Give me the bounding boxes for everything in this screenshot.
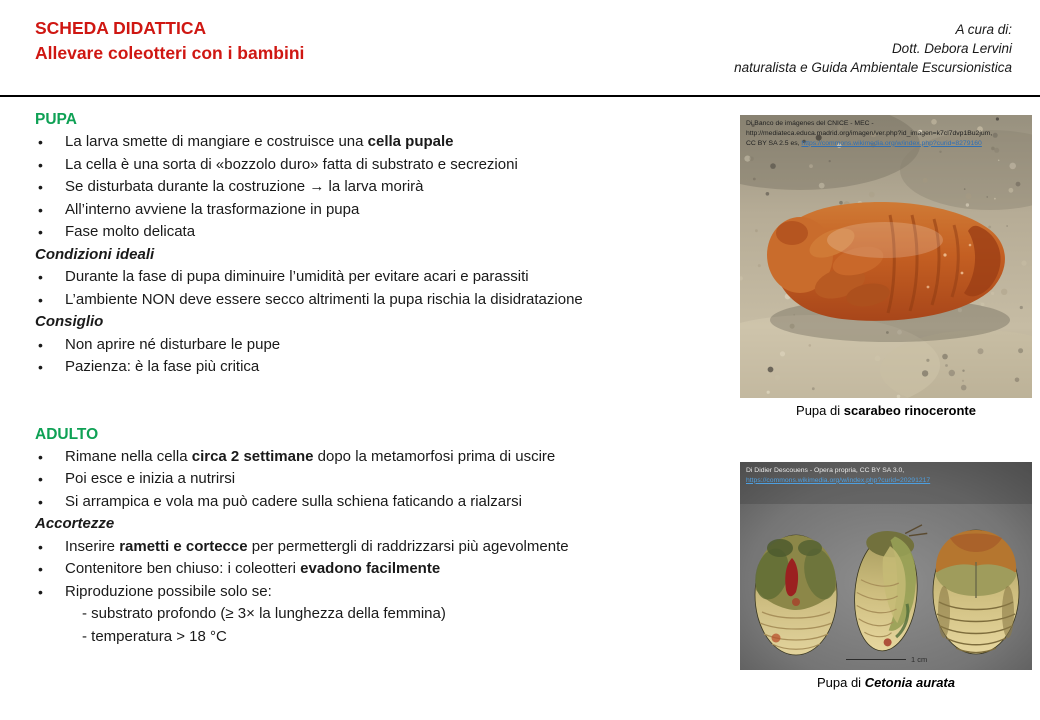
list-item: • Durante la fase di pupa diminuire l’umidità per evitare acari e parassiti bbox=[35, 266, 715, 289]
scale-bar bbox=[846, 655, 927, 664]
author-credits bbox=[734, 20, 1012, 77]
pupa-dorsal bbox=[933, 530, 1019, 654]
sub-condition-temperature: - temperatura > 18 °C bbox=[82, 627, 227, 645]
bullet-text-bold: cella pupale bbox=[367, 133, 454, 150]
pupa-bullet-list bbox=[35, 131, 715, 244]
list-item: • Poi esce e inizia a nutrirsi bbox=[35, 468, 715, 491]
credit-text: http://mediateca.educa.madrid.org/imagen/ver.php?id_imagen=k7cl7dvp1Bu2jum, bbox=[746, 129, 993, 137]
caption-text: Pupa di bbox=[816, 675, 865, 690]
figure-caption-fig2 bbox=[740, 675, 1032, 690]
subheading-accortezze: Accortezze bbox=[35, 515, 115, 532]
bullet-text: La larva smette di mangiare e costruisce una bbox=[65, 133, 368, 150]
consiglio-bullet-list bbox=[35, 334, 715, 379]
bullet-text-bold: rametti e cortecce bbox=[119, 537, 248, 555]
condizioni-bullet-list bbox=[35, 266, 715, 311]
list-item: • Riproduzione possibile solo se: bbox=[35, 581, 715, 604]
title-line-2: Allevare coleotteri con i bambini bbox=[35, 43, 305, 63]
list-item: • Si arrampica e vola ma può cadere sulla schiena faticando a rialzarsi bbox=[35, 491, 715, 514]
credits-line-2: Dott. Debora Lervini bbox=[891, 41, 1012, 56]
title-line-1: SCHEDA DIDATTICA bbox=[35, 18, 207, 38]
credit-text: Di Didier Descouens - Opera propria, CC BY SA 3.0, bbox=[746, 467, 905, 474]
bullet-text: Contenitore ben chiuso: i coleotteri bbox=[65, 560, 301, 577]
section-heading-adulto: ADULTO bbox=[35, 425, 99, 443]
list-item: • Pazienza: è la fase più critica bbox=[35, 356, 715, 379]
list-item bbox=[35, 446, 715, 469]
header-divider bbox=[0, 95, 1040, 97]
subheading-consiglio: Consiglio bbox=[35, 313, 104, 330]
sub-condition-substrate: - substrato profondo (≥ 3× la lunghezza della femmina) bbox=[82, 605, 446, 622]
list-item: • Non aprire né disturbare le pupe bbox=[35, 334, 715, 357]
bullet-text: Rimane nella cella bbox=[65, 447, 192, 465]
caption-species: scarabeo rinoceronte bbox=[843, 403, 976, 418]
list-item: • La cella è una sorta di «bozzolo duro» fatta di substrato e secrezioni bbox=[35, 154, 715, 177]
subheading-condizioni-ideali: Condizioni ideali bbox=[35, 245, 155, 263]
list-item: • Fase molto delicata bbox=[35, 221, 715, 244]
list-item bbox=[35, 536, 715, 559]
cetonia-pupa-image bbox=[740, 462, 1032, 670]
credits-line-1: A cura di: bbox=[955, 22, 1012, 37]
bullet-text-bold: evadono facilmente bbox=[300, 560, 441, 577]
accortezze-bullet-list bbox=[35, 536, 715, 604]
credit-text: CC BY SA 2.5 es, bbox=[746, 139, 802, 147]
rhino-pupa-image bbox=[740, 115, 1032, 398]
list-item bbox=[35, 131, 715, 154]
bullet-text: Inserire bbox=[65, 537, 120, 555]
bullet-text: dopo la metamorfosi prima di uscire bbox=[313, 447, 556, 465]
scale-bar-label: 1 cm bbox=[911, 655, 928, 664]
caption-species: Cetonia aurata bbox=[864, 675, 955, 690]
rhino-pupa-illustration bbox=[740, 115, 1032, 398]
adulto-bullet-list bbox=[35, 446, 715, 514]
credit-text: Di Banco de imágenes del CNICE - MEC - bbox=[746, 120, 874, 127]
caption-text: Pupa di bbox=[796, 403, 844, 418]
scale-bar-line bbox=[846, 659, 906, 660]
figure-cetonia-pupa bbox=[740, 462, 1032, 690]
credits-line-3: naturalista e Guida Ambientale Escursionistica bbox=[734, 60, 1012, 75]
wikimedia-link[interactable]: https://commons.wikimedia.org/w/index.php?curid=8279160 bbox=[801, 139, 982, 147]
list-item bbox=[35, 558, 715, 581]
image-credit-fig2 bbox=[746, 466, 1028, 486]
bullet-text: per permettergli di raddrizzarsi più agevolmente bbox=[247, 537, 569, 555]
figure-rhino-pupa bbox=[740, 115, 1032, 418]
figure-caption-fig1 bbox=[740, 403, 1032, 418]
wikimedia-link[interactable]: https://commons.wikimedia.org/w/index.php?curid=20291217 bbox=[746, 476, 931, 484]
content-column bbox=[35, 108, 715, 648]
list-item: • All’interno avviene la trasformazione in pupa bbox=[35, 199, 715, 222]
list-item: • Se disturbata durante la costruzione → la larva morirà bbox=[35, 176, 715, 199]
page-title bbox=[35, 16, 304, 66]
bullet-text-bold: circa 2 settimane bbox=[191, 447, 314, 465]
list-item: • L’ambiente NON deve essere secco altrimenti la pupa rischia la disidratazione bbox=[35, 289, 715, 312]
pupa-body bbox=[767, 202, 1005, 321]
section-heading-pupa: PUPA bbox=[35, 111, 77, 128]
cetonia-pupa-illustration bbox=[740, 462, 1032, 670]
image-credit-fig1 bbox=[746, 119, 1028, 149]
